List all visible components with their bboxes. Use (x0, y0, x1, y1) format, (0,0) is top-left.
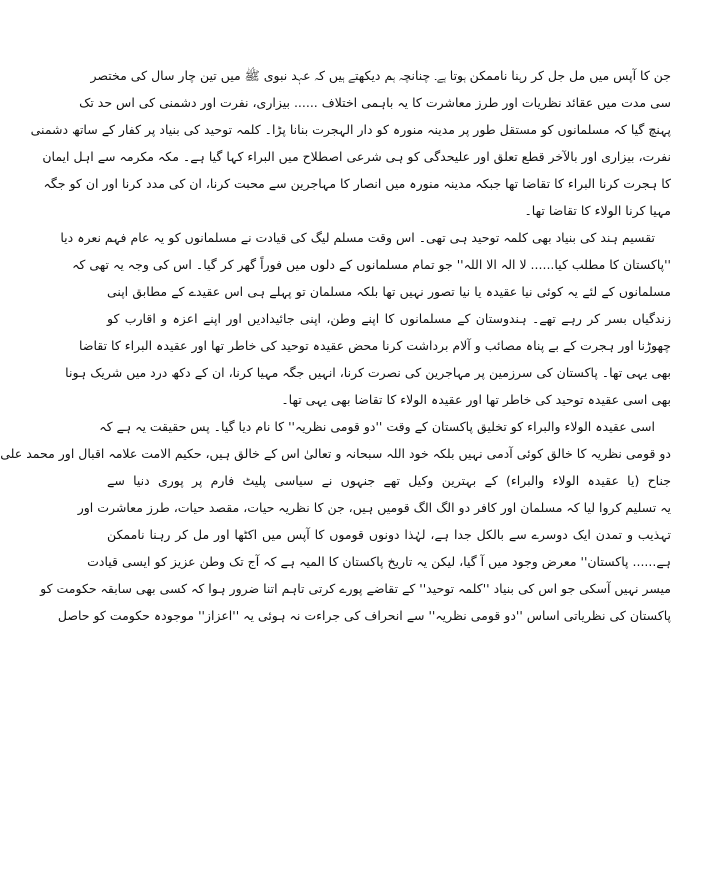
text-line: چھوڑنا اور ہجرت کے بے پناہ مصائب و آلام برداشت کرنا محض عقیدہ توحید کی خاطر تھا اور عقیدہ البراء کا تقاضا (79, 338, 671, 353)
text-line: پاکستان کی نظریاتی اساس ''دو قومی نظریہ'' سے انحراف کی جراءت نہ ہوئی یہ ''اعزاز'' موجودہ حکومت کو حاصل (57, 608, 671, 623)
text-line: بھی اسی عقیدہ توحید کی خاطر تھا اور عقیدہ الولاء کا تقاضا بھی یہی تھا۔ (281, 392, 671, 407)
text-line: جن کا آپس میں مل جل کر رہنا ناممکن ہوتا ہے۔ چنانچہ ہم دیکھتے ہیں کہ عہد نبوی ﷺ میں تین چار سال کی مختصر (90, 68, 671, 83)
text-line: کا ہجرت کرنا البراء کا تقاضا تھا جبکہ مدینہ منورہ میں انصار کا مہاجرین سے محبت کرنا، ان کی مدد کرنا اور ان کو جگہ (43, 176, 671, 191)
text-line: میسر نہیں آسکی جو اس کی بنیاد ''کلمہ توحید'' کے تقاضے پورے کرتی تاہم اتنا ضرور ہوا کہ کسی بھی سابقہ حکومت کو (40, 581, 671, 596)
text-line: یہ تسلیم کروا لیا کہ مسلمان اور کافر دو الگ الگ قومیں ہیں، جن کا نظریہ حیات، مقصد حیات، طرز معاشرت اور (77, 500, 671, 515)
text-line: بھی یہی تھا۔ پاکستان کی سرزمین پر مہاجرین کی نصرت کرنا، انہیں جگہ مہیا کرنا، ان کے دکھ درد میں شریک ہونا (65, 365, 671, 380)
text-line: دو قومی نظریہ کا خالق کوئی آدمی نہیں بلکہ خود اللہ سبحانہ و تعالیٰ اس کے خالق ہیں، حکیم الامت علامہ اقبال اور محمد علی (0, 446, 671, 461)
paragraph-first-line: اسی عقیدہ الولاء والبراء کو تخلیق پاکستان کے وقت ''دو قومی نظریہ'' کا نام دیا گیا۔ پس حقیقت یہ ہے کہ (99, 419, 655, 434)
text-line: ''پاکستان کا مطلب کیا...... لا الہ الا اللہ'' جو تمام مسلمانوں کے دلوں میں فوراً گھر کر گیا۔ اس کی وجہ یہ تھی کہ (72, 257, 671, 272)
article-body (0, 62, 671, 629)
paragraph-first-line: تقسیم ہند کی بنیاد بھی کلمہ توحید ہی تھی۔ اس وقت مسلم لیگ کی قیادت نے مسلمانوں کو یہ عام فہم نعرہ دیا (60, 230, 655, 245)
text-line: تہذیب و تمدن ایک دوسرے سے بالکل جدا ہے، لہٰذا دونوں قوموں کا آپس میں اکٹھا اور مل کر رہنا ناممکن (107, 527, 671, 542)
text-line: جناح (یا عقیدہ الولاء والبراء) کے بہترین وکیل تھے جنہوں نے سیاسی پلیٹ فارم پر پوری دنیا سے (107, 473, 671, 488)
text-line: سی مدت میں عقائد نظریات اور طرز معاشرت کا یہ باہمی اختلاف ...... بیزاری، نفرت اور دشمنی کی اس حد تک (79, 95, 671, 110)
text-line: ہے...... پاکستان'' معرض وجود میں آ گیا، لیکن یہ تاریخ پاکستان کا المیہ ہے کہ آج تک وطن عزیز کو ایسی قیادت (87, 554, 671, 569)
text-line: زندگیاں بسر کر رہے تھے۔ ہندوستان کے مسلمانوں کا اپنے وطن، اپنی جائیدادیں اور اپنے اعزہ و اقارب کو (107, 311, 671, 326)
text-line: مہیا کرنا الولاء کا تقاضا تھا۔ (524, 203, 671, 218)
text-line: مسلمانوں کے لئے یہ کوئی نیا عقیدہ یا نیا تصور نہیں تھا بلکہ مسلمان تو پہلے ہی اس عقیدے کے مطابق اپنی (107, 284, 671, 299)
text-line: پہنچ گیا کہ مسلمانوں کو مستقل طور پر مدینہ منورہ کو دار الہجرت بنانا پڑا۔ کلمہ توحید کی بنیاد پر کفار کے ساتھ دشمنی (30, 122, 671, 137)
text-line: نفرت، بیزاری اور بالآخر قطع تعلق اور علیحدگی کو ہی شرعی اصطلاح میں البراء کہا گیا ہے۔ مکہ مکرمہ سے اہل ایمان (42, 149, 671, 164)
